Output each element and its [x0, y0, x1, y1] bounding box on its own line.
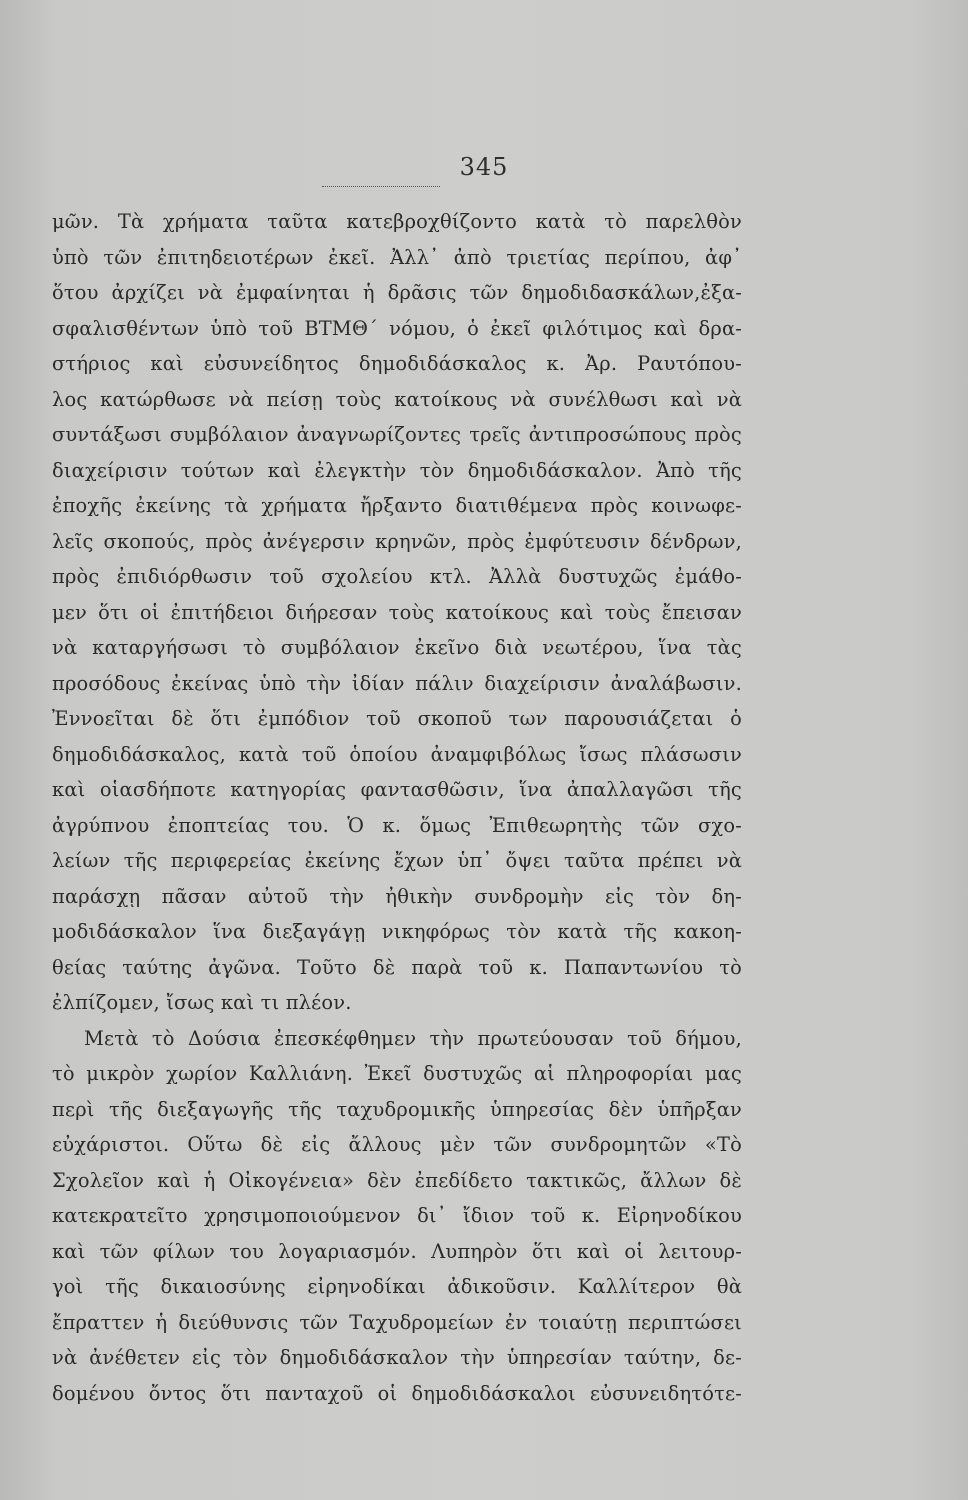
text-line: νὰ ἀνέθετεν εἰς τὸν δημοδιδάσκαλον τὴν ὑπηρεσίαν ταύτην, δε- — [52, 1346, 742, 1369]
text-line: λεῖς σκοπούς, πρὸς ἀνέγερσιν κρηνῶν, πρὸς ἐμφύτευσιν δένδρων, — [52, 529, 742, 553]
text-line: στήριος καὶ εὐσυνείδητος δημοδιδάσκαλος κ. Ἀρ. Ραυτόπου- — [52, 352, 742, 375]
text-line: Ἐννοεῖται δὲ ὅτι ἐμπόδιον τοῦ σκοποῦ των παρουσιάζεται ὁ — [52, 707, 742, 730]
text-line: ἐποχῆς ἐκείνης τὰ χρήματα ἤρξαντο διατιθέμενα πρὸς κοινωφε- — [52, 494, 742, 517]
text-line: καὶ τῶν φίλων του λογαριασμόν. Λυπηρὸν ὅτι καὶ οἱ λειτουρ- — [52, 1239, 742, 1263]
text-line: νὰ καταργήσωσι τὸ συμβόλαιον ἐκεῖνο διὰ νεωτέρου, ἵνα τὰς — [52, 636, 742, 659]
text-line: λος κατώρθωσε νὰ πείσῃ τοὺς κατοίκους νὰ συνέλθωσι καὶ νὰ — [52, 387, 742, 411]
text-line: σφαλισθέντων ὑπὸ τοῦ ΒΤΜΘ΄ νόμου, ὁ ἐκεῖ φιλότιμος καὶ δρα- — [52, 316, 742, 340]
text-line: θείας ταύτης ἀγῶνα. Τοῦτο δὲ παρὰ τοῦ κ. Παπαντωνίου τὸ — [52, 955, 742, 979]
text-line: δομένου ὄντος ὅτι πανταχοῦ οἱ δημοδιδάσκαλοι εὐσυνειδητότε- — [52, 1381, 742, 1405]
page-number: 345 — [459, 153, 509, 181]
header-rule — [322, 186, 440, 187]
text-line: ἀγρύπνου ἐποπτείας του. Ὁ κ. ὅμως Ἐπιθεωρητὴς τῶν σχο- — [52, 813, 742, 837]
text-line: ἔπραττεν ἡ διεύθυνσις τῶν Ταχυδρομείων ἐν τοιαύτῃ περιπτώσει — [52, 1310, 742, 1334]
text-line: καὶ οἱασδήποτε κατηγορίας φαντασθῶσιν, ἵνα ἀπαλλαγῶσι τῆς — [52, 778, 742, 801]
text-line: περὶ τῆς διεξαγωγῆς τῆς ταχυδρομικῆς ὑπηρεσίας δὲν ὑπῆρξαν — [52, 1097, 742, 1121]
text-line: Σχολεῖον καὶ ἡ Οἰκογένεια» δὲν ἐπεδίδετο τακτικῶς, ἄλλων δὲ — [52, 1168, 742, 1192]
text-line: προσόδους ἐκείνας ὑπὸ τὴν ἰδίαν πάλιν διαχείρισιν ἀναλάβωσιν. — [52, 671, 742, 695]
text-line: μοδιδάσκαλον ἵνα διεξαγάγῃ νικηφόρως τὸν κατὰ τῆς κακοη- — [52, 920, 742, 943]
text-line: διαχείρισιν τούτων καὶ ἐλεγκτὴν τὸν δημοδιδάσκαλον. Ἀπὸ τῆς — [52, 458, 742, 482]
text-line: κατεκρατεῖτο χρησιμοποιούμενον δι᾽ ἴδιον τοῦ κ. Εἰρηνοδίκου — [52, 1204, 742, 1227]
text-line: συντάξωσι συμβόλαιον ἀναγνωρίζοντες τρεῖς ἀντιπροσώπους πρὸς — [52, 423, 742, 446]
text-line: ὑπὸ τῶν ἐπιτηδειοτέρων ἐκεῖ. Ἀλλ᾽ ἀπὸ τριετίας περίπου, ἀφ᾽ — [52, 245, 742, 269]
text-line: δημοδιδάσκαλος, κατὰ τοῦ ὁποίου ἀναμφιβόλως ἴσως πλάσωσιν — [52, 742, 742, 766]
text-line: γοὶ τῆς δικαιοσύνης εἰρηνοδίκαι ἀδικοῦσιν. Καλλίτερον θὰ — [52, 1275, 742, 1298]
text-line: πρὸς ἐπιδιόρθωσιν τοῦ σχολείου κτλ. Ἀλλὰ δυστυχῶς ἐμάθο- — [52, 565, 742, 588]
text-line-paragraph-start: Μετὰ τὸ Δούσια ἐπεσκέφθημεν τὴν πρωτεύουσαν τοῦ δήμου, — [84, 1026, 742, 1050]
text-line: εὐχάριστοι. Οὕτω δὲ εἰς ἄλλους μὲν τῶν συνδρομητῶν «Τὸ — [52, 1133, 742, 1156]
text-line-paragraph-end: ἐλπίζομεν, ἴσως καὶ τι πλέον. — [52, 991, 352, 1014]
text-line: μῶν. Τὰ χρήματα ταῦτα κατεβροχθίζοντο κατὰ τὸ παρελθὸν — [52, 210, 742, 233]
body-text — [52, 204, 742, 1411]
text-line: λείων τῆς περιφερείας ἐκείνης ἔχων ὑπ᾽ ὄψει ταῦτα πρέπει νὰ — [52, 849, 742, 872]
text-line: ὅτου ἀρχίζει νὰ ἐμφαίνηται ἡ δρᾶσις τῶν δημοδιδασκάλων,ἐξα- — [52, 281, 742, 304]
text-line: παράσχῃ πᾶσαν αὐτοῦ τὴν ἠθικὴν συνδρομὴν εἰς τὸν δη- — [52, 884, 742, 908]
text-line: μεν ὅτι οἱ ἐπιτήδειοι διήρεσαν τοὺς κατοίκους καὶ τοὺς ἔπεισαν — [52, 600, 742, 624]
text-line: τὸ μικρὸν χωρίον Καλλιάνη. Ἐκεῖ δυστυχῶς αἱ πληροφορίαι μας — [52, 1062, 742, 1085]
